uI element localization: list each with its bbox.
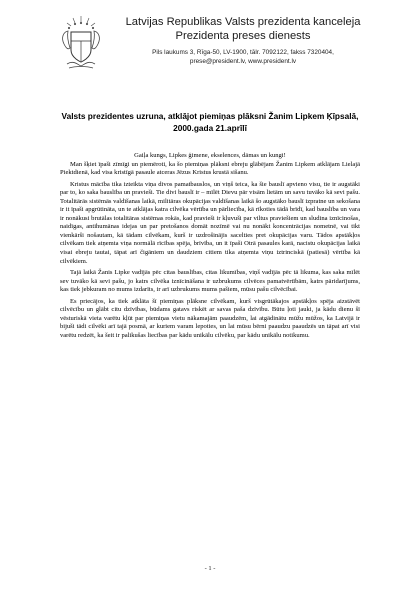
body-paragraph: Man šķiet īpaši zīmīgi un piemēroti, ka šo piemiņas plāksni ebreju glābējam Žanim Lipkem atklājam Lielajā Piektdienā, kad visa kristīgā pasaule atceras Jēzus Kristus krustā sišanu.	[60, 160, 360, 177]
speech-body	[60, 152, 360, 340]
coat-of-arms-logo	[61, 14, 101, 72]
institution-name: Latvijas Republikas Valsts prezidenta kanceleja	[125, 16, 361, 28]
page-number: - 1 -	[204, 565, 216, 572]
body-paragraph: Es priecājos, ka tiek atklāta šī piemiņas plāksne cilvēkam, kurš visgrūtākajos apstākļos spēja aizstāvēt cilvēcību un glābt citu dzīvības, būdams gatavs riskēt ar savas paša dzīvību. Būtu ļoti jauki, ja kādu dienu šī vēsturiskā vieta varētu kļūt par piemiņas vietu nākamajām paaudzēm, lai atgādinātu mūžu mūžos, ka Latvijā ir bijuši tādi cilvēki arī tajā posmā, ar kuriem varam lepoties, un lai mūsu bērni paaudzu paaudzēs un tāpat arī visi varētu redzēt, ka šeit ir palikušas liecības par kādu unikālu cilvēku, par kādu unikālu notikumu.	[60, 297, 360, 339]
department-name: Prezidenta preses dienests	[175, 30, 311, 42]
body-paragraph: Tajā laikā Žanis Lipke vadījās pēc citas bauslības, citas likumības, viņš vadījās pēc tā likuma, kas saka mīlēt sev tuvāko kā sevi pašu, jo katrs cilvēka iznīcināšana ir uzbrukums cilvēces pamatvērtībām, katrs pāridarījums, kas tiek jebkuram no mums izdarīts, ir arī uzbrukums mums pašiem, mūsu pašu cilvēcībai.	[60, 269, 360, 294]
body-paragraph: Kristus mācība tika izteikta viņa divos pamatbauslos, un viņš teica, ka šie bauslī apvieno visu, tie ir augstāki par to, ko saka bauslība un pravieši. Tie divi bauslī ir – mīlēt Dievu pār visām lietām un savu tuvāko kā sevi pašu. Totalitārās sistēmās valdīšanas laikā, militāras okupācijas valdīšanas laikā šo augstāko bauslī izpratne un sekošana ir it īpaši apgrūtināta, un te atklājas katra cilvēka vērtība un pārliecība, kā rīkoties tādā brīdī, kad bauslība un vara ir nonākusi brutālas totalitāras sistēmas rokās, kad pravieši ir kļuvuši par viltus praviešiem un sludina iznīcinošas, naidīgas, antihumānas idejas un par pretošanos domāt nozīmē vai nu nonākt koncentrācijas nometnē, vai tikt vienkārši nošautam, kā tādam cilvēkam, kurš ir uzdrošinājis sacelties pret okupācijas varu. Tādos apstākļos cilvēkam tiek atņemta viņa normālā rīcības spēja, brīvība, un it īpaši Otrā pasaules karā, nacistu okupācijas laikā visai ebreju tautai, tāpat arī čigāniem un daudziem citiem tika atņemta viņu iztrinciskā (patiesā) vērtība kā cilvēkiem.	[60, 180, 360, 265]
contact-email-web: prese@president.lv, www.president.lv	[189, 57, 297, 65]
document-title: Valsts prezidentes uzruna, atklājot piemiņas plāksni Žanim Lipkem Ķīpsalā, 2000.gada 21.aprīlī	[61, 111, 359, 133]
contact-address: Pils laukums 3, Rīga-50, LV-1900, tālr. 7092122, fakss 7320404,	[152, 49, 334, 56]
letterhead	[108, 15, 378, 67]
salutation: Gaiļa kungs, Lipkes ģimene, ekselences, dāmas un kungi!	[134, 152, 286, 159]
